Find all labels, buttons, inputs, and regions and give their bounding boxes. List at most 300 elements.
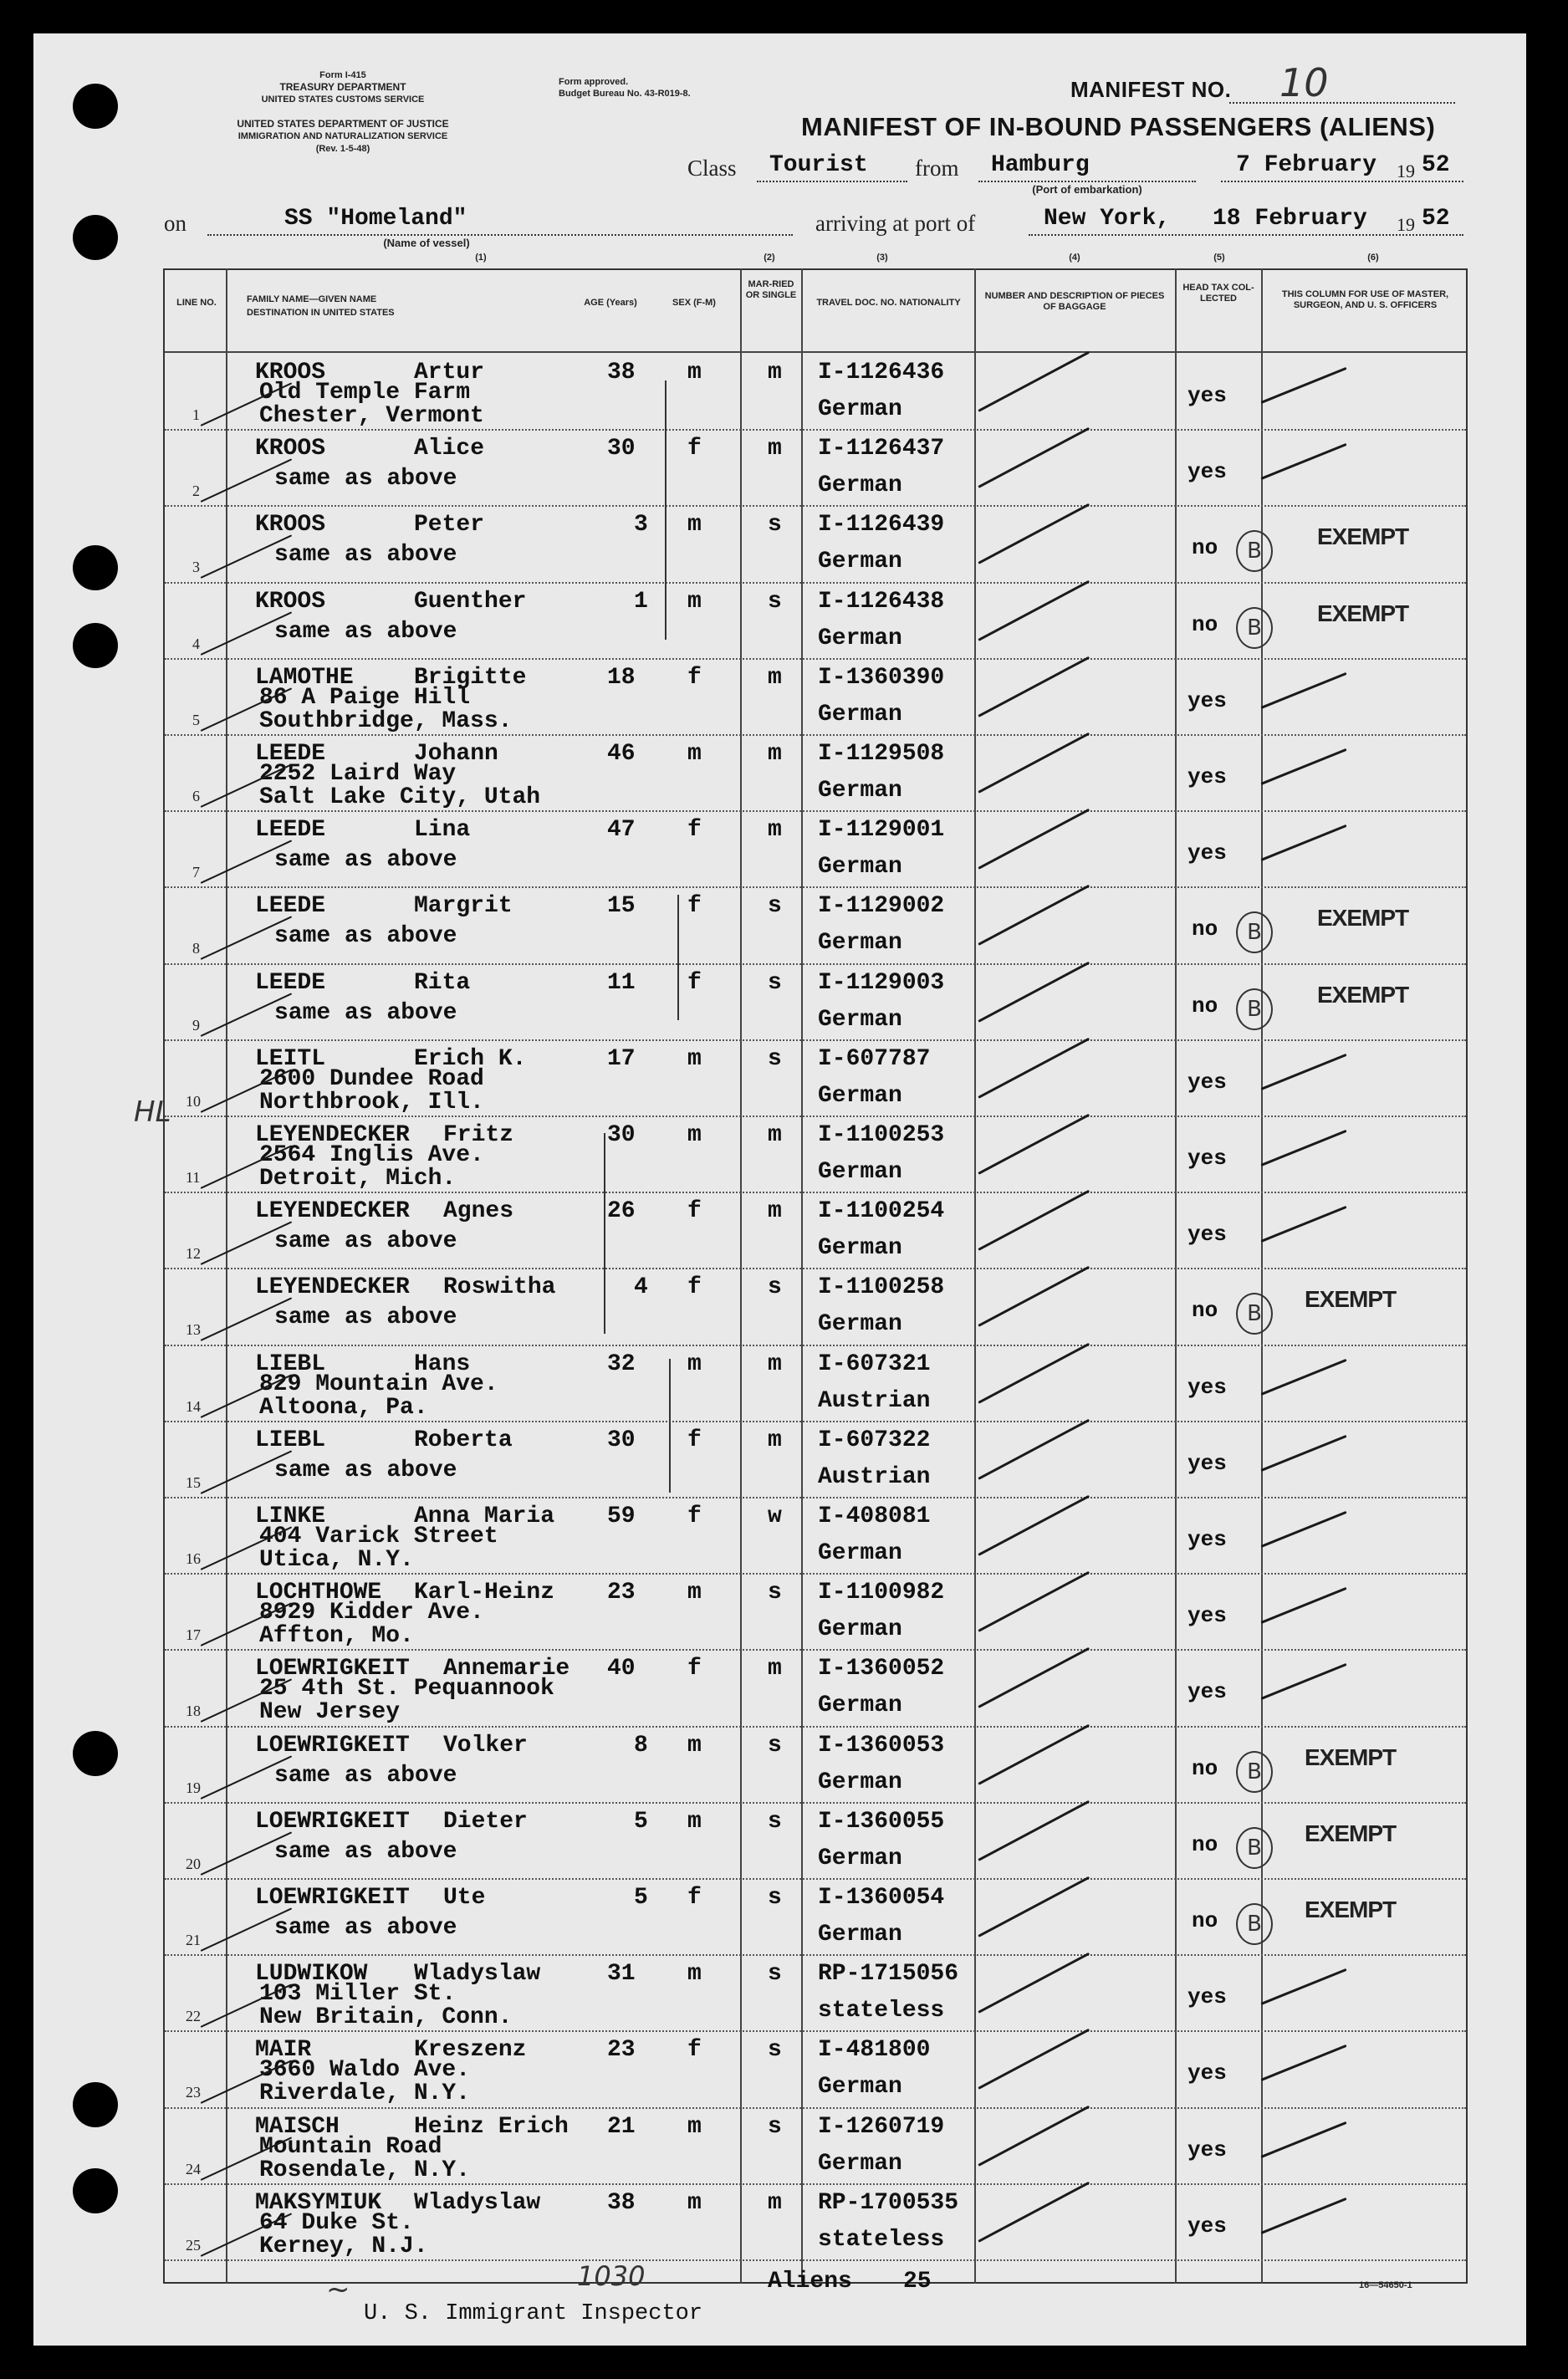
- destination: Salt Lake City, Utah: [259, 784, 541, 810]
- col-header-travel-doc: TRAVEL DOC. NO. NATIONALITY: [816, 298, 961, 308]
- row-separator: [165, 1421, 1466, 1422]
- exempt-stamp: EXEMPT: [1317, 600, 1409, 626]
- arrival-year-suffix: 52: [1422, 206, 1450, 232]
- marital-status: s: [768, 1885, 782, 1911]
- destination: 829 Mountain Ave.: [259, 1371, 498, 1397]
- nationality: German: [818, 1692, 902, 1719]
- nationality: German: [818, 1006, 902, 1033]
- family-bracket: [669, 1359, 671, 1493]
- line-number: 22: [186, 2008, 201, 2025]
- line-number: 18: [186, 1703, 201, 1720]
- binder-hole: [73, 2082, 118, 2127]
- col-divider: [1261, 268, 1263, 2284]
- travel-doc-no: I-607322: [818, 1427, 931, 1453]
- marital-status: m: [768, 817, 782, 844]
- travel-doc-no: I-1126436: [818, 360, 945, 385]
- given-name: Alice: [414, 436, 485, 462]
- age: 15: [607, 893, 636, 920]
- line-number: 2: [192, 482, 200, 500]
- col-divider: [1175, 268, 1177, 2284]
- exempt-stamp: EXEMPT: [1305, 1286, 1397, 1313]
- family-name: LEYENDECKER: [255, 1122, 410, 1148]
- sex: f: [687, 1656, 702, 1682]
- given-name: Heinz Erich: [414, 2113, 569, 2140]
- destination: Old Temple Farm: [259, 380, 471, 406]
- exempt-circle-b: B: [1236, 1751, 1273, 1793]
- destination: Affton, Mo.: [259, 1623, 414, 1650]
- marital-status: s: [768, 1732, 782, 1759]
- age: 30: [607, 1427, 636, 1453]
- customs-service: UNITED STATES CUSTOMS SERVICE: [261, 94, 425, 105]
- nationality: German: [818, 472, 902, 499]
- row-separator: [165, 2183, 1466, 2185]
- destination: same as above: [274, 466, 457, 493]
- given-name: Roswitha: [443, 1274, 556, 1301]
- binder-hole: [73, 545, 118, 590]
- row-separator: [165, 1878, 1466, 1880]
- family-name: MAIR: [255, 2037, 312, 2064]
- given-name: Wladyslaw: [414, 1961, 541, 1988]
- line-number: 15: [186, 1473, 201, 1491]
- given-name: Karl-Heinz: [414, 1580, 555, 1606]
- exempt-circle-b: B: [1236, 607, 1273, 649]
- head-tax: yes: [1187, 2137, 1227, 2162]
- head-tax: yes: [1187, 383, 1227, 408]
- destination: Southbridge, Mass.: [259, 707, 513, 734]
- destination: same as above: [274, 542, 457, 569]
- form-id: Form I-415: [319, 70, 366, 80]
- exempt-circle-b: B: [1236, 1903, 1273, 1945]
- head-tax: yes: [1187, 2213, 1227, 2239]
- destination: 103 Miller St.: [259, 1981, 457, 2008]
- row-separator: [165, 1802, 1466, 1804]
- given-name: Dieter: [443, 1808, 528, 1835]
- nationality: German: [818, 1540, 902, 1566]
- destination: 2564 Inglis Ave.: [259, 1142, 484, 1168]
- travel-doc-no: I-1129002: [818, 893, 945, 920]
- travel-doc-no: I-1360390: [818, 664, 945, 691]
- nationality: German: [818, 1922, 902, 1948]
- class-line: [757, 181, 907, 182]
- row-separator: [165, 1497, 1466, 1498]
- given-name: Johann: [414, 741, 498, 767]
- age: 18: [607, 664, 636, 691]
- head-tax: no: [1192, 916, 1218, 942]
- col-num: (3): [876, 253, 888, 263]
- head-tax: no: [1192, 535, 1218, 561]
- travel-doc-no: I-1129001: [818, 817, 945, 844]
- marital-status: m: [768, 2189, 782, 2216]
- sex: f: [687, 817, 702, 844]
- row-separator: [165, 2107, 1466, 2109]
- travel-doc-no: I-1126439: [818, 512, 945, 539]
- row-separator: [165, 505, 1466, 507]
- line-number: 21: [186, 1932, 201, 1948]
- age: 40: [607, 1656, 636, 1682]
- on-label: on: [164, 211, 186, 236]
- sex: f: [687, 893, 702, 920]
- sex: f: [687, 1885, 702, 1911]
- head-tax: yes: [1187, 764, 1227, 789]
- binder-hole: [73, 84, 118, 129]
- destination: Detroit, Mich.: [259, 1166, 457, 1192]
- destination: Northbrook, Ill.: [259, 1089, 484, 1115]
- nationality: German: [818, 1616, 902, 1643]
- arrival-year-prefix: 19: [1397, 214, 1415, 235]
- destination: 8929 Kidder Ave.: [259, 1600, 484, 1626]
- travel-doc-no: RP-1700535: [818, 2189, 959, 2216]
- destination: 2252 Laird Way: [259, 761, 457, 787]
- destination: Altoona, Pa.: [259, 1394, 428, 1421]
- age: 38: [607, 360, 636, 385]
- nationality: stateless: [818, 2226, 945, 2253]
- inspector-signature: ~: [326, 2273, 349, 2306]
- destination: same as above: [274, 1915, 457, 1941]
- head-tax: no: [1192, 1755, 1218, 1781]
- line-number: 4: [192, 635, 200, 652]
- budget-bureau: Budget Bureau No. 43-R019-8.: [559, 89, 691, 99]
- marital-status: m: [768, 1122, 782, 1148]
- destination: 64 Duke St.: [259, 2209, 414, 2236]
- exempt-circle-b: B: [1236, 1827, 1273, 1869]
- age: 23: [607, 1580, 636, 1606]
- nationality: Austrian: [818, 1387, 931, 1414]
- given-name: Brigitte: [414, 664, 527, 691]
- exempt-stamp: EXEMPT: [1305, 1897, 1397, 1922]
- exempt-stamp: EXEMPT: [1317, 981, 1409, 1008]
- family-name: LOEWRIGKEIT: [255, 1656, 410, 1682]
- row-separator: [165, 2259, 1466, 2261]
- line-number: 17: [186, 1626, 201, 1644]
- marital-status: m: [768, 1198, 782, 1225]
- sex: m: [687, 2189, 702, 2216]
- nationality: German: [818, 2074, 902, 2101]
- family-bracket: [665, 380, 667, 640]
- line-number: 12: [186, 1245, 201, 1263]
- age: 59: [607, 1503, 636, 1529]
- given-name: Guenther: [414, 588, 527, 615]
- age: 8: [634, 1732, 648, 1759]
- age: 23: [607, 2037, 636, 2064]
- travel-doc-no: I-607321: [818, 1350, 931, 1377]
- row-separator: [165, 1649, 1466, 1651]
- family-name: LUDWIKOW: [255, 1961, 368, 1988]
- travel-doc-no: I-1360055: [818, 1808, 945, 1835]
- year-suffix: 52: [1422, 152, 1450, 178]
- manifest-no-line: [1229, 102, 1455, 104]
- family-name: LEYENDECKER: [255, 1198, 410, 1225]
- row-separator: [165, 810, 1466, 812]
- given-name: Rita: [414, 969, 471, 996]
- line-number: 8: [192, 940, 200, 957]
- sex: m: [687, 512, 702, 539]
- family-name: LOEWRIGKEIT: [255, 1732, 410, 1759]
- destination: Chester, Vermont: [259, 403, 484, 429]
- age: 31: [607, 1961, 636, 1988]
- age: 5: [634, 1885, 648, 1911]
- given-name: Roberta: [414, 1427, 513, 1453]
- col-header-baggage: NUMBER AND DESCRIPTION OF PIECES OF BAGGAGE: [984, 291, 1165, 312]
- nationality: Austrian: [818, 1463, 931, 1490]
- col-header-line-no: LINE NO.: [176, 298, 217, 308]
- given-name: Fritz: [443, 1122, 514, 1148]
- given-name: Hans: [414, 1350, 471, 1377]
- marital-status: s: [768, 2113, 782, 2140]
- col-num: (4): [1069, 253, 1080, 263]
- destination: Utica, N.Y.: [259, 1547, 414, 1573]
- travel-doc-no: I-1100982: [818, 1580, 945, 1606]
- head-tax: yes: [1187, 2060, 1227, 2086]
- vessel-name: SS "Homeland": [284, 206, 467, 232]
- port-caption: (Port of embarkation): [1032, 183, 1142, 196]
- manifest-label: MANIFEST NO.: [1070, 77, 1232, 102]
- head-tax: yes: [1187, 459, 1227, 485]
- destination: Riverdale, N.Y.: [259, 2080, 471, 2107]
- given-name: Volker: [443, 1732, 528, 1759]
- travel-doc-no: I-1100258: [818, 1274, 945, 1301]
- margin-note: HL: [134, 1095, 171, 1129]
- family-name: LEYENDECKER: [255, 1274, 410, 1301]
- destination: 404 Varick Street: [259, 1524, 498, 1549]
- sex: f: [687, 664, 702, 691]
- marital-status: s: [768, 893, 782, 920]
- col-header-destination: DESTINATION IN UNITED STATES: [247, 308, 395, 318]
- line-number: 19: [186, 1779, 201, 1796]
- age: 17: [607, 1045, 636, 1072]
- row-separator: [165, 658, 1466, 660]
- inspector-title: U. S. Immigrant Inspector: [364, 2301, 703, 2326]
- destination: 2600 Dundee Road: [259, 1065, 484, 1092]
- exempt-stamp: EXEMPT: [1305, 1820, 1397, 1846]
- destination: 3660 Waldo Ave.: [259, 2057, 471, 2084]
- date-line: [1221, 181, 1463, 182]
- sex: m: [687, 1961, 702, 1988]
- exempt-circle-b: B: [1236, 988, 1273, 1030]
- sex: m: [687, 1045, 702, 1072]
- sex: m: [687, 1122, 702, 1148]
- row-separator: [165, 1726, 1466, 1728]
- nationality: German: [818, 625, 902, 651]
- vessel-caption: (Name of vessel): [383, 237, 470, 249]
- nationality: German: [818, 1159, 902, 1185]
- family-name: LAMOTHE: [255, 664, 354, 691]
- row-separator: [165, 1192, 1466, 1193]
- head-tax: yes: [1187, 1984, 1227, 2010]
- col-header-age: AGE (Years): [584, 298, 637, 308]
- vessel-line: [207, 234, 793, 236]
- sex: m: [687, 1350, 702, 1377]
- arrival-port: New York,: [1044, 206, 1171, 232]
- destination: same as above: [274, 1457, 457, 1483]
- given-name: Annemarie: [443, 1656, 570, 1682]
- family-name: LOCHTHOWE: [255, 1580, 382, 1606]
- col-divider: [740, 268, 742, 2284]
- nationality: German: [818, 1845, 902, 1871]
- family-name: LEEDE: [255, 893, 326, 920]
- age: 11: [607, 969, 636, 996]
- head-tax: yes: [1187, 1222, 1227, 1248]
- marital-status: s: [768, 969, 782, 996]
- sex: m: [687, 1580, 702, 1606]
- destination: same as above: [274, 1228, 457, 1255]
- destination: same as above: [274, 1762, 457, 1789]
- sex: f: [687, 1274, 702, 1301]
- age: 30: [607, 1122, 636, 1148]
- exempt-circle-b: B: [1236, 1293, 1273, 1335]
- head-tax: yes: [1187, 840, 1227, 866]
- arrival-line: [1029, 234, 1463, 236]
- row-separator: [165, 1573, 1466, 1575]
- head-tax: yes: [1187, 687, 1227, 713]
- class-value: Tourist: [769, 152, 868, 178]
- row-separator: [165, 1345, 1466, 1346]
- from-label: from: [915, 156, 959, 181]
- manifest-number: 10: [1279, 60, 1329, 105]
- col-num: (1): [475, 253, 487, 263]
- age: 21: [607, 2113, 636, 2140]
- line-number: 9: [192, 1016, 200, 1034]
- line-number: 20: [186, 1855, 201, 1872]
- travel-doc-no: I-1100253: [818, 1122, 945, 1148]
- travel-doc-no: I-1126438: [818, 588, 945, 615]
- class-label: Class: [687, 156, 737, 181]
- family-name: LOEWRIGKEIT: [255, 1885, 410, 1911]
- ins: IMMIGRATION AND NATURALIZATION SERVICE: [237, 131, 448, 141]
- destination: Rosendale, N.Y.: [259, 2157, 471, 2183]
- manifest-title: MANIFEST OF IN-BOUND PASSENGERS (ALIENS): [801, 112, 1436, 141]
- given-name: Wladyslaw: [414, 2189, 541, 2216]
- given-name: Erich K.: [414, 1045, 527, 1072]
- head-tax: yes: [1187, 1146, 1227, 1171]
- family-name: KROOS: [255, 512, 326, 539]
- marital-status: s: [768, 512, 782, 539]
- col-header-officers: THIS COLUMN FOR USE OF MASTER, SURGEON, AND U. S. OFFICERS: [1281, 289, 1449, 310]
- marital-status: s: [768, 1961, 782, 1988]
- travel-doc-no: I-1360053: [818, 1732, 945, 1759]
- line-number: 23: [186, 2084, 201, 2101]
- aliens-count: 25: [903, 2269, 932, 2295]
- line-number: 1: [192, 406, 200, 423]
- nationality: German: [818, 396, 902, 422]
- travel-doc-no: RP-1715056: [818, 1961, 959, 1988]
- exempt-circle-b: B: [1236, 911, 1273, 953]
- head-tax: no: [1192, 1908, 1218, 1933]
- marital-status: s: [768, 1274, 782, 1301]
- department: TREASURY DEPARTMENT: [279, 81, 406, 93]
- col-num: (2): [764, 253, 775, 263]
- marital-status: m: [768, 1427, 782, 1453]
- line-number: 6: [192, 788, 200, 804]
- exempt-stamp: EXEMPT: [1317, 523, 1409, 550]
- travel-doc-no: I-408081: [818, 1503, 931, 1529]
- line-number: 25: [186, 2236, 201, 2254]
- time-note: 1030: [577, 2260, 646, 2292]
- destination: 25 4th St. Pequannook: [259, 1676, 554, 1703]
- nationality: German: [818, 1311, 902, 1338]
- family-name: LIEBL: [255, 1350, 326, 1377]
- head-tax: no: [1192, 611, 1218, 637]
- departure-date: 7 February: [1236, 152, 1377, 178]
- sex: f: [687, 1503, 702, 1529]
- head-tax: yes: [1187, 1679, 1227, 1705]
- col-header-married: MAR-RIED OR SINGLE: [745, 279, 797, 300]
- header-divider: [165, 351, 1466, 353]
- sex: m: [687, 741, 702, 767]
- binder-hole: [73, 215, 118, 260]
- family-name: KROOS: [255, 588, 326, 615]
- marital-status: m: [768, 1656, 782, 1682]
- row-separator: [165, 1115, 1466, 1117]
- given-name: Anna Maria: [414, 1503, 555, 1529]
- age: 38: [607, 2189, 636, 2216]
- family-name: LEEDE: [255, 817, 326, 844]
- family-name: MAISCH: [255, 2113, 340, 2140]
- row-separator: [165, 582, 1466, 584]
- form-approval: Form approved.: [559, 77, 629, 87]
- destination: same as above: [274, 847, 457, 874]
- destination: same as above: [274, 618, 457, 645]
- head-tax: no: [1192, 1298, 1218, 1324]
- marital-status: m: [768, 1350, 782, 1377]
- travel-doc-no: I-1360054: [818, 1885, 945, 1911]
- arriving-label: arriving at port of: [815, 211, 976, 236]
- exempt-stamp: EXEMPT: [1317, 905, 1409, 932]
- line-number: 5: [192, 711, 200, 728]
- justice-department: UNITED STATES DEPARTMENT OF JUSTICE: [237, 118, 449, 130]
- marital-status: m: [768, 360, 782, 385]
- sex: f: [687, 1198, 702, 1225]
- col-header-head-tax: HEAD TAX COL-LECTED: [1182, 283, 1254, 304]
- line-number: 3: [192, 559, 200, 576]
- nationality: German: [818, 1082, 902, 1109]
- age: 1: [634, 588, 648, 615]
- nationality: German: [818, 1769, 902, 1795]
- given-name: Margrit: [414, 893, 513, 920]
- given-name: Peter: [414, 512, 485, 539]
- family-name: LEEDE: [255, 741, 326, 767]
- nationality: stateless: [818, 1998, 945, 2024]
- line-number: 13: [186, 1321, 201, 1339]
- arrival-date: 18 February: [1213, 206, 1367, 232]
- row-separator: [165, 1954, 1466, 1956]
- destination: same as above: [274, 999, 457, 1026]
- nationality: German: [818, 2150, 902, 2177]
- nationality: German: [818, 778, 902, 804]
- destination: New Jersey: [259, 1699, 401, 1726]
- col-divider: [226, 268, 227, 2284]
- family-bracket: [604, 1133, 605, 1334]
- destination: Mountain Road: [259, 2133, 442, 2160]
- sex: f: [687, 436, 702, 462]
- line-number: 7: [192, 864, 200, 881]
- marital-status: w: [768, 1503, 782, 1529]
- binder-hole: [73, 623, 118, 668]
- marital-status: m: [768, 436, 782, 462]
- marital-status: s: [768, 2037, 782, 2064]
- marital-status: s: [768, 1808, 782, 1835]
- destination: Kerney, N.J.: [259, 2233, 428, 2259]
- travel-doc-no: I-1129003: [818, 969, 945, 996]
- nationality: German: [818, 1235, 902, 1262]
- row-separator: [165, 734, 1466, 736]
- destination: same as above: [274, 1838, 457, 1865]
- family-name: LINKE: [255, 1503, 326, 1529]
- col-header-name: FAMILY NAME—GIVEN NAME: [247, 294, 377, 304]
- head-tax: yes: [1187, 1069, 1227, 1095]
- row-separator: [165, 1039, 1466, 1041]
- family-name: LEEDE: [255, 969, 326, 996]
- sex: m: [687, 588, 702, 615]
